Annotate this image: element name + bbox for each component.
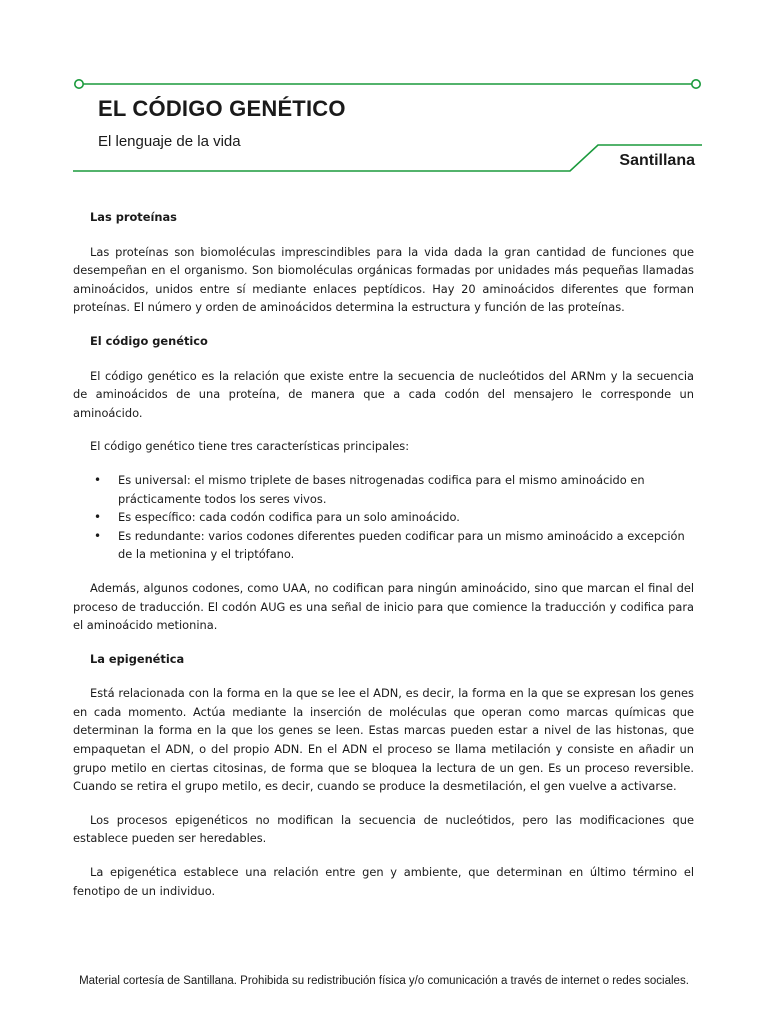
section-heading-epigenetica: La epigenética: [90, 651, 185, 666]
paragraph-codigo-1: El código genético es la relación que existe entre la secuencia de nucleótidos del ARNm y la secuencia de aminoácidos de una proteína, de manera que a cada codón del mensajero le corresponde un aminoácido.: [73, 368, 694, 420]
document-body: [73, 208, 694, 915]
paragraph-proteinas-1: Las proteínas son biomoléculas imprescindibles para la vida dada la gran cantidad de funciones que desempeñan en el organismo. Son biomoléculas orgánicas formadas por unidades más pequeñas llamadas aminoácidos, unidos entre sí mediante enlaces peptídicos. Hay 20 aminoácidos diferentes que forman proteínas. El número y orden de aminoácidos determina la estructura y función de las proteínas.: [73, 244, 694, 315]
list-item: [94, 471, 694, 508]
paragraph-codigo-2: El código genético tiene tres características principales:: [90, 439, 410, 454]
top-rule-left-dot: [75, 80, 83, 88]
characteristics-list: [73, 471, 694, 564]
brand-logo-text: Santillana: [619, 152, 695, 169]
paragraph-codigo-3: Además, algunos codones, como UAA, no codifican para ningún aminoácido, sino que marcan el final del proceso de traducción. El codón AUG es una señal de inicio para que comience la traducción y codifica para el aminoácido metionina.: [73, 580, 694, 633]
paragraph-epigenetica-3: La epigenética establece una relación entre gen y ambiente, que determinan en último término el fenotipo de un individuo.: [73, 865, 694, 898]
page-title: EL CÓDIGO GENÉTICO: [98, 96, 346, 121]
bullet-icon: •: [94, 510, 102, 525]
bullet-icon: •: [94, 472, 102, 487]
list-item-text: Es universal: el mismo triplete de bases nitrogenadas codifica para el mismo aminoácido en prácticamente todos los seres vivos.: [118, 472, 645, 506]
list-item: [94, 508, 694, 527]
page-subtitle: El lenguaje de la vida: [98, 133, 241, 150]
list-item: [94, 527, 694, 564]
footer-notice: Material cortesía de Santillana. Prohibida su redistribución física y/o comunicación a través de internet o redes sociales.: [79, 975, 689, 987]
list-item-text: Es redundante: varios codones diferentes pueden codificar para un mismo aminoácido a excepción de la metionina y el triptófano.: [118, 528, 685, 562]
section-heading-proteinas: Las proteínas: [90, 210, 177, 224]
bullet-icon: •: [94, 528, 102, 543]
paragraph-epigenetica-2: Los procesos epigenéticos no modifican la secuencia de nucleótidos, pero las modificaciones que establece pueden ser heredables.: [73, 812, 694, 846]
section-heading-codigo: El código genético: [90, 333, 208, 348]
top-rule-right-dot: [692, 80, 700, 88]
list-item-text: Es específico: cada codón codifica para un solo aminoácido.: [118, 510, 460, 525]
paragraph-epigenetica-1: Está relacionada con la forma en la que se lee el ADN, es decir, la forma en la que se expresan los genes en cada momento. Actúa mediante la inserción de moléculas que operan como marcas químicas que determinan la forma en la que los genes se leen. Estas marcas pueden estar a nivel de las histonas, que empaquetan el ADN, o del propio ADN. En el ADN el proceso se llama metilación y consiste en añadir un grupo metilo en ciertas citosinas, de forma que se bloquea la lectura de un gen. Es un proceso reversible. Cuando se retira el grupo metilo, es decir, cuando se produce la desmetilación, el gen vuelve a activarse.: [73, 686, 694, 794]
